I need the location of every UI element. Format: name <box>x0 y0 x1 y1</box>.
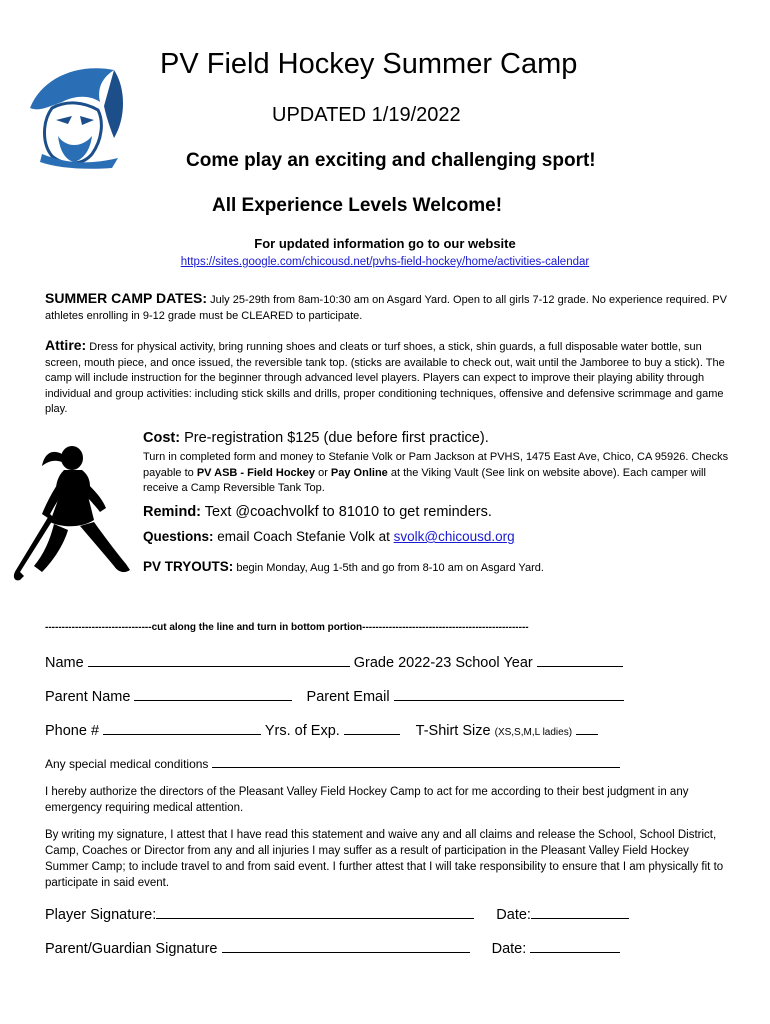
parent-date-label: Date: <box>491 941 527 957</box>
years-field[interactable] <box>344 720 400 735</box>
medical-row <box>45 755 620 771</box>
medical-field[interactable] <box>212 755 620 768</box>
cost-body-tail: at the Viking Vault (See link on website above). Each camper will receive a Camp Reversible Tank Top. <box>143 466 706 495</box>
waiver-text: By writing my signature, I attest that I have read this statement and waive any and all claims and release the School, School District, Camp, Coaches or Director from any and all injuries I may suffer as a result of participation in the Pleasant Valley Field Hockey Summer Camp; to include travel to and from said event. I further attest that I will take responsibility to ensure that I am physically fit to participate in said event. <box>45 829 724 889</box>
questions-heading: Questions: <box>143 529 214 544</box>
player-signature-row <box>45 904 629 923</box>
parent-date-field[interactable] <box>530 938 620 953</box>
tryouts-line <box>143 559 733 574</box>
attire-section <box>45 338 735 418</box>
coach-email-link[interactable]: svolk@chicousd.org <box>393 529 515 544</box>
tagline: Come play an exciting and challenging sport! <box>186 150 596 171</box>
player-signature-field[interactable] <box>156 904 474 919</box>
pay-online-text: Pay Online <box>330 466 388 479</box>
parent-signature-field[interactable] <box>222 938 470 953</box>
cost-body-text: Turn in completed form and money to Stefanie Volk or Pam Jackson at PVHS, 1475 East Ave, Chico, CA 95926. Checks payable to <box>143 451 729 479</box>
website-link[interactable]: https://sites.google.com/chicousd.net/pvhs-field-hockey/home/activities-calendar <box>180 256 590 268</box>
parent-signature-row <box>45 938 620 957</box>
updated-date: UPDATED 1/19/2022 <box>272 104 461 126</box>
attire-text: Dress for physical activity, bring running shoes and cleats or turf shoes, a stick, shin guards, a full disposable water bottle, sun screen, mouth piece, and once issued, the reversible tank top. (sticks are available to check out, wait until the Jamboree to buy a stick). The camp will include instruction for the beginner through advanced level players. Players can expect to improve their playing ability through individual and group activities: including stick skills and drills, proper conditioning techniques, offensive and defensive scrimmage and game play. <box>45 341 725 416</box>
phone-field[interactable] <box>103 720 261 735</box>
cut-dashes-right: -------------------------------------------------- <box>362 622 529 633</box>
years-label: Yrs. of Exp. <box>264 723 340 739</box>
parent-email-label: Parent Email <box>306 689 390 705</box>
parent-email-field[interactable] <box>394 686 624 701</box>
camp-dates-text: July 25-29th from 8am-10:30 am on Asgard Yard. Open to all girls 7-12 grade. No experience required. PV athletes enrolling in 9-12 grade must be CLEARED to participate. <box>45 294 727 322</box>
parent-signature-label: Parent/Guardian Signature <box>45 941 218 957</box>
questions-line <box>143 529 733 544</box>
tshirt-field[interactable] <box>576 720 598 735</box>
website-note: For updated information go to our website <box>254 236 516 251</box>
cost-text: Pre-registration $125 (due before first practice). <box>180 430 489 446</box>
cut-line <box>45 622 529 633</box>
welcome-heading: All Experience Levels Welcome! <box>212 195 503 216</box>
cost-details <box>143 450 733 497</box>
attire-heading: Attire: <box>45 337 87 353</box>
authorization-text: I hereby authorize the directors of the Pleasant Valley Field Hockey Camp to act for me according to their best judgment in any emergency requiring medical attention. <box>45 786 689 814</box>
remind-line <box>143 504 733 520</box>
remind-heading: Remind: <box>143 504 201 520</box>
player-date-label: Date: <box>496 907 531 923</box>
medical-label: Any special medical conditions <box>45 757 209 771</box>
page-title: PV Field Hockey Summer Camp <box>160 48 578 80</box>
player-signature-label: Player Signature: <box>45 907 157 923</box>
field-hockey-player-icon <box>6 444 136 586</box>
player-date-field[interactable] <box>531 904 629 919</box>
cost-heading: Cost: <box>143 430 181 446</box>
parent-row <box>45 686 624 705</box>
tshirt-sizes: (XS,S,M,L ladies) <box>494 727 573 738</box>
tryouts-heading: PV TRYOUTS: <box>143 559 234 574</box>
camp-dates-section <box>45 291 735 324</box>
viking-logo-icon <box>22 58 132 170</box>
parent-name-field[interactable] <box>134 686 292 701</box>
questions-text: email Coach Stefanie Volk at <box>213 529 394 544</box>
camp-dates-heading: SUMMER CAMP DATES: <box>45 290 208 306</box>
grade-field[interactable] <box>537 652 623 667</box>
name-label: Name <box>45 655 84 671</box>
grade-label: Grade 2022-23 School Year <box>353 655 533 671</box>
cost-body-or: or <box>315 466 331 479</box>
check-payee: PV ASB - Field Hockey <box>196 466 316 479</box>
parent-name-label: Parent Name <box>45 689 131 705</box>
name-field[interactable] <box>88 652 350 667</box>
cut-dashes-left: -------------------------------- <box>45 622 152 633</box>
phone-row <box>45 720 598 739</box>
remind-text: Text @coachvolkf to 81010 to get reminders. <box>201 504 492 520</box>
tryouts-text: begin Monday, Aug 1-5th and go from 8-10 am on Asgard Yard. <box>233 562 544 574</box>
name-row <box>45 652 623 671</box>
tshirt-label: T-Shirt Size <box>415 723 491 739</box>
cost-line <box>143 430 733 446</box>
cut-instruction: cut along the line and turn in bottom portion <box>151 622 363 633</box>
phone-label: Phone # <box>45 723 100 739</box>
